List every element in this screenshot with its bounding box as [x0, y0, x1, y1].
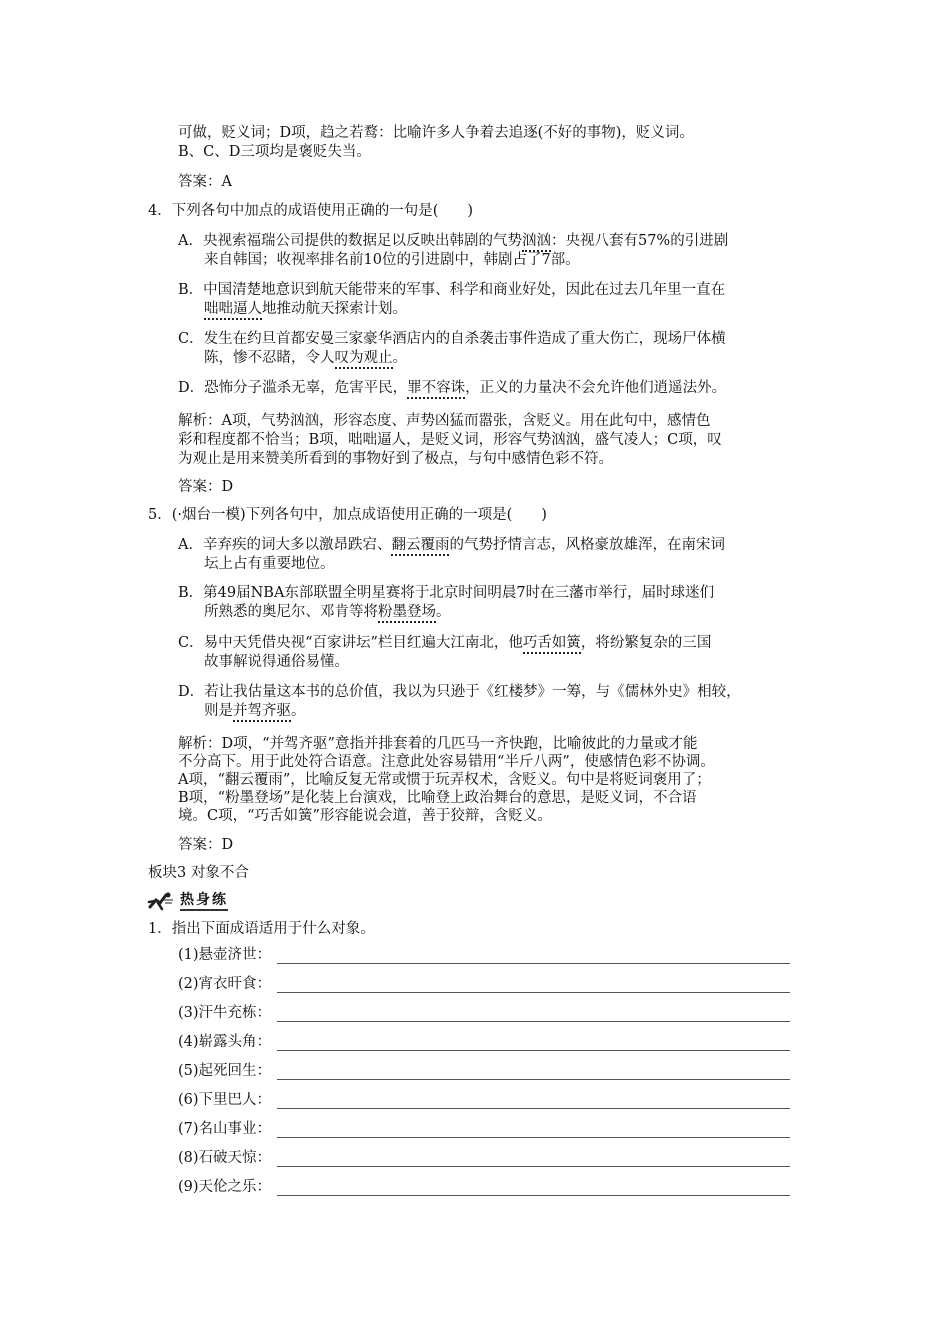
fill-item: (8)石破天惊： [178, 1147, 790, 1167]
option-b-line1: B．第49届NBA东部联盟全明星赛将于北京时间明晨7时在三藩市举行，届时球迷们 [178, 585, 715, 601]
fill-item: (5)起死回生： [178, 1060, 790, 1080]
option-b-line2: 咄咄逼人地推动航天探索计划。 [204, 300, 407, 318]
section-title: 板块3 对象不合 [148, 865, 249, 881]
answer-line: 答案：A [178, 174, 232, 190]
runner-icon [146, 891, 176, 911]
option-c-line1: C．易中天凭借央视“百家讲坛”栏目红遍大江南北，他巧舌如簧，将纷繁复杂的三国 [178, 634, 711, 652]
dotted-idiom: 叹为观止 [335, 350, 393, 369]
option-a-line2: 坛上占有重要地位。 [204, 556, 335, 572]
dotted-idiom: 巧舌如簧 [523, 635, 581, 654]
analysis-line: 彩和程度都不恰当；B项，咄咄逼人，是贬义词，形容气势汹汹，盛气凌人；C项，叹 [178, 432, 722, 448]
fill-item: (6)下里巴人： [178, 1089, 790, 1109]
fill-item: (4)崭露头角： [178, 1031, 790, 1051]
question-stem: 4．下列各句中加点的成语使用正确的一句是( ) [148, 203, 474, 219]
text-line: 可做，贬义词；D项，趋之若鹜：比喻许多人争着去追逐(不好的事物)，贬义词。 [178, 125, 694, 141]
option-d-line2: 则是并驾齐驱。 [204, 702, 306, 720]
option-c-line2: 陈，惨不忍睹，令人叹为观止。 [204, 349, 407, 367]
answer-blank[interactable] [277, 1094, 790, 1109]
answer-blank[interactable] [277, 1123, 790, 1138]
option-b-line2: 所熟悉的奥尼尔、邓肯等将粉墨登场。 [204, 603, 451, 621]
dotted-idiom: 罪不容诛 [407, 380, 465, 399]
analysis-line: 解析：A项，气势汹汹，形容态度、声势凶猛而嚣张，含贬义。用在此句中，感情色 [178, 413, 711, 429]
answer-line: 答案：D [178, 837, 234, 853]
banner-label: 热身练 [180, 891, 228, 911]
question-stem: 5．(·烟台一模)下列各句中，加点成语使用正确的一项是( ) [148, 507, 547, 523]
option-a-line2: 来自韩国；收视率排名前10位的引进剧中，韩剧占了7部。 [204, 252, 580, 268]
answer-blank[interactable] [277, 1181, 790, 1196]
dotted-idiom: 翻云覆雨 [391, 537, 449, 556]
option-a-line1: A．辛弃疾的词大多以激昂跌宕、翻云覆雨的气势抒情言志，风格豪放雄浑，在南宋词 [178, 536, 725, 554]
dotted-idiom: 咄咄逼人 [204, 301, 262, 320]
answer-blank[interactable] [277, 1007, 790, 1022]
option-d-line1: D．若让我估量这本书的总价值，我以为只逊于《红楼梦》一筹，与《儒林外史》相较， [178, 684, 741, 700]
analysis-line: 不分高下。用于此处符合语意。注意此处容易错用“半斤八两”，使感情色彩不协调。 [178, 754, 715, 770]
answer-line: 答案：D [178, 479, 234, 495]
option-a-line1: A．央视索福瑞公司提供的数据足以反映出韩剧的气势汹汹：央视八套有57%的引进剧 [178, 232, 728, 250]
answer-blank[interactable] [277, 1152, 790, 1167]
analysis-line: B项，“粉墨登场”是化装上台演戏，比喻登上政治舞台的意思，是贬义词，不合语 [178, 790, 697, 806]
answer-blank[interactable] [277, 1036, 790, 1051]
option-b-line1: B．中国清楚地意识到航天能带来的军事、科学和商业好处，因此在过去几年里一直在 [178, 282, 726, 298]
dotted-idiom: 汹汹 [522, 233, 551, 252]
fill-item: (9)天伦之乐： [178, 1176, 790, 1196]
analysis-line: A项，“翻云覆雨”，比喻反复无常或惯于玩弄权术，含贬义。句中是将贬词褒用了； [178, 772, 711, 788]
fill-item: (3)汗牛充栋： [178, 1002, 790, 1022]
analysis-line: 境。C项，“巧舌如簧”形容能说会道，善于狡辩，含贬义。 [178, 808, 552, 824]
analysis-line: 解析：D项，“并驾齐驱”意指并排套着的几匹马一齐快跑，比喻彼此的力量或才能 [178, 736, 698, 752]
question-stem: 1．指出下面成语适用于什么对象。 [148, 921, 375, 937]
answer-blank[interactable] [277, 1065, 790, 1080]
option-c-line2: 故事解说得通俗易懂。 [204, 654, 349, 670]
answer-blank[interactable] [277, 978, 790, 993]
text-line: B、C、D三项均是褒贬失当。 [178, 144, 371, 160]
analysis-line: 为观止是用来赞美所看到的事物好到了极点，与句中感情色彩不符。 [178, 451, 613, 467]
answer-blank[interactable] [277, 949, 790, 964]
option-c-line1: C．发生在约旦首都安曼三家豪华酒店内的自杀袭击事件造成了重大伤亡，现场尸体横 [178, 331, 726, 347]
dotted-idiom: 粉墨登场 [378, 604, 436, 623]
fill-item: (7)名山事业： [178, 1118, 790, 1138]
dotted-idiom: 并驾齐驱 [233, 703, 291, 722]
fill-item: (1)悬壶济世： [178, 944, 790, 964]
warmup-banner [146, 890, 238, 912]
fill-item: (2)宵衣旰食： [178, 973, 790, 993]
option-d-line1: D．恐怖分子滥杀无辜，危害平民，罪不容诛，正义的力量决不会允许他们逍遥法外。 [178, 379, 726, 397]
